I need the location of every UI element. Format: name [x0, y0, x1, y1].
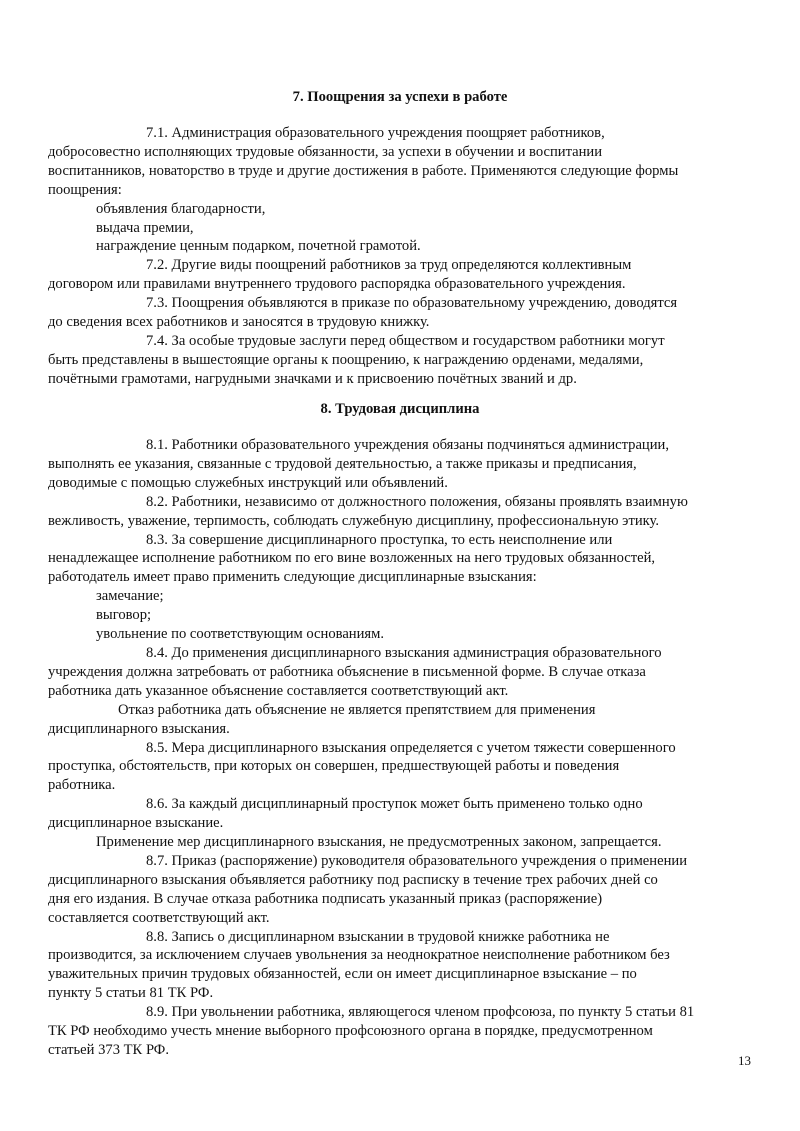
section-8-title: 8. Трудовая дисциплина	[320, 401, 480, 417]
text-line: составляется соответствующий акт.	[48, 909, 270, 926]
text-line: уважительных причин трудовых обязанностей, если он имеет дисциплинарное взыскание – по	[48, 966, 637, 983]
text-line: 7.1. Администрация образовательного учреждения поощряет работников,	[146, 125, 605, 141]
text-line: дисциплинарное взыскание.	[48, 815, 224, 832]
list-item: выдача премии,	[96, 219, 194, 236]
text-line: пункту 5 статьи 81 ТК РФ.	[48, 985, 214, 1002]
text-line: быть представлены в вышестоящие органы к поощрению, к награждению орденами, медалями,	[48, 351, 644, 368]
text-line: 8.8. Запись о дисциплинарном взыскании в трудовой книжке работника не	[146, 928, 610, 945]
section-7-body	[48, 124, 748, 389]
text-line: 8.3. За совершение дисциплинарного проступка, то есть неисполнение или	[146, 531, 613, 548]
text-line: работника дать указанное объяснение составляется соответствующий акт.	[48, 682, 509, 699]
text-line: поощрения:	[48, 181, 122, 198]
text-line: ТК РФ необходимо учесть мнение выборного профсоюзного органа в порядке, предусмотренном	[48, 1023, 653, 1040]
text-line: воспитанников, новаторство в труде и другие достижения в работе. Применяются следующие формы	[48, 162, 679, 179]
text-line: выполнять ее указания, связанные с трудовой деятельностью, а также приказы и предписания,	[48, 455, 637, 472]
text-line: ненадлежащее исполнение работником по его вине возложенных на него трудовых обязанностей,	[48, 550, 656, 567]
section-8-body	[48, 436, 748, 1060]
page-number: 13	[738, 1053, 751, 1068]
text-line: до сведения всех работников и заносятся в трудовую книжку.	[48, 314, 430, 331]
text-line: вежливость, уважение, терпимость, соблюдать служебную дисциплину, профессиональную этику.	[48, 512, 659, 529]
text-line: 8.7. Приказ (распоряжение) руководителя образовательного учреждения о применении	[146, 852, 688, 869]
text-line: 8.2. Работники, независимо от должностного положения, обязаны проявлять взаимную	[146, 493, 688, 510]
text-line: доводимые с помощью служебных инструкций или объявлений.	[48, 474, 448, 491]
text-line: 8.5. Мера дисциплинарного взыскания определяется с учетом тяжести совершенного	[146, 739, 676, 756]
text-line: почётными грамотами, нагрудными значками и к присвоению почётных званий и др.	[48, 370, 577, 387]
text-line: работника.	[48, 777, 116, 794]
text-line: 8.4. До применения дисциплинарного взыскания администрация образовательного	[146, 644, 662, 661]
text-line: 8.9. При увольнении работника, являющегося членом профсоюза, по пункту 5 статьи 81	[146, 1004, 695, 1021]
list-item: замечание;	[96, 588, 164, 605]
text-line: договором или правилами внутреннего трудового распорядка образовательного учреждения.	[48, 276, 626, 293]
text-line: дисциплинарного взыскания.	[48, 720, 230, 737]
text-line: дня его издания. В случае отказа работника подписать указанный приказ (распоряжение)	[48, 890, 603, 907]
list-item: выговор;	[96, 607, 152, 624]
text-line: 8.6. За каждый дисциплинарный проступок может быть применено только одно	[146, 796, 643, 813]
text-line: 7.3. Поощрения объявляются в приказе по образовательному учреждению, доводятся	[146, 295, 678, 312]
text-line: 8.1. Работники образовательного учреждения обязаны подчиняться администрации,	[146, 437, 670, 453]
text-line: 7.4. За особые трудовые заслуги перед обществом и государством работники могут	[146, 332, 665, 349]
text-line: проступка, обстоятельств, при которых он совершен, предшествующей работы и поведения	[48, 758, 620, 775]
text-line: 7.2. Другие виды поощрений работников за труд определяются коллективным	[146, 257, 632, 274]
list-item: объявления благодарности,	[96, 200, 266, 217]
list-item: награждение ценным подарком, почетной грамотой.	[96, 238, 421, 255]
text-line: учреждения должна затребовать от работника объяснение в письменной форме. В случае отказа	[48, 663, 646, 680]
text-line: Применение мер дисциплинарного взыскания, не предусмотренных законом, запрещается.	[96, 834, 662, 851]
text-line: статьей 373 ТК РФ.	[48, 1042, 169, 1058]
list-item: увольнение по соответствующим основаниям.	[96, 626, 385, 643]
text-line: производится, за исключением случаев увольнения за неоднократное неисполнение работником без	[48, 947, 670, 964]
text-line: добросовестно исполняющих трудовые обязанности, за успехи в обучении и воспитании	[48, 143, 603, 160]
text-line: дисциплинарного взыскания объявляется работнику под расписку в течение трех рабочих дней со	[48, 871, 658, 888]
section-7-title: 7. Поощрения за успехи в работе	[292, 89, 508, 105]
text-line: работодатель имеет право применить следующие дисциплинарные взыскания:	[48, 569, 537, 586]
text-line: Отказ работника дать объяснение не является препятствием для применения	[118, 701, 596, 718]
